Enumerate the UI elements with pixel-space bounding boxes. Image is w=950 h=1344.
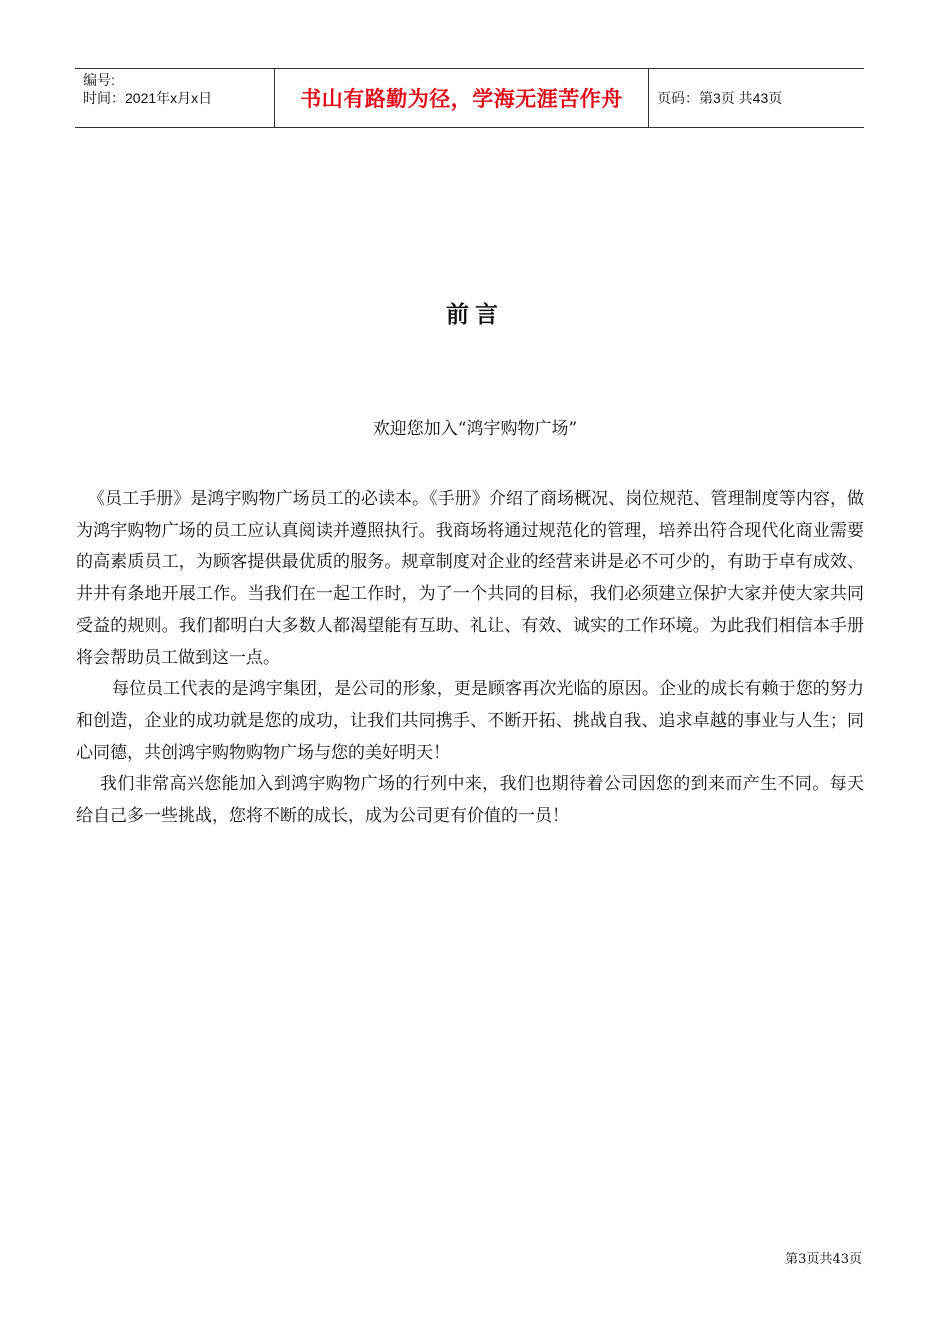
- welcome-line: 欢迎您加入“鸿宇购物广场”: [372, 419, 578, 439]
- header-motto: 书山有路勤为径，学海无涯苦作舟: [275, 69, 649, 127]
- page-header: [75, 68, 864, 128]
- header-time-label: 时间：2021年x月x日: [83, 90, 213, 106]
- header-meta: [75, 69, 275, 127]
- paragraph-3: 我们非常高兴您能加入到鸿宇购物广场的行列中来，我们也期待着公司因您的到来而产生不同。每天给自己多一些挑战，您将不断的成长，成为公司更有价值的一员！: [76, 774, 864, 827]
- header-number-label: 编号:: [83, 72, 115, 88]
- page-title: 前言: [446, 302, 504, 328]
- document-body: [76, 484, 864, 833]
- paragraph-1: 《员工手册》是鸿宇购物广场员工的必读本。《手册》介绍了商场概况、岗位规范、管理制度等内容，做为鸿宇购物广场的员工应认真阅读并遵照执行。我商场将通过规范化的管理，培养出符合现代化商业需要的高素质员工，为顾客提供最优质的服务。规章制度对企业的经营来讲是必不可少的，有助于卓有成效、井井有条地开展工作。当我们在一起工作时，为了一个共同的目标，我们必须建立保护大家并使大家共同受益的规则。我们都明白大多数人都渴望能有互助、礼让、有效、诚实的工作环境。为此我们相信本手册将会帮助员工做到这一点。: [76, 489, 864, 668]
- page-footer: 第3页共43页: [785, 1252, 862, 1267]
- header-page-info: 页码：第3页 共43页: [657, 90, 783, 106]
- paragraph-2: 每位员工代表的是鸿宇集团，是公司的形象，更是顾客再次光临的原因。企业的成长有赖于您的努力和创造，企业的成功就是您的成功，让我们共同携手、不断开拓、挑战自我、追求卓越的事业与人生；同心同德，共创鸿宇购物购物广场与您的美好明天！: [76, 679, 864, 763]
